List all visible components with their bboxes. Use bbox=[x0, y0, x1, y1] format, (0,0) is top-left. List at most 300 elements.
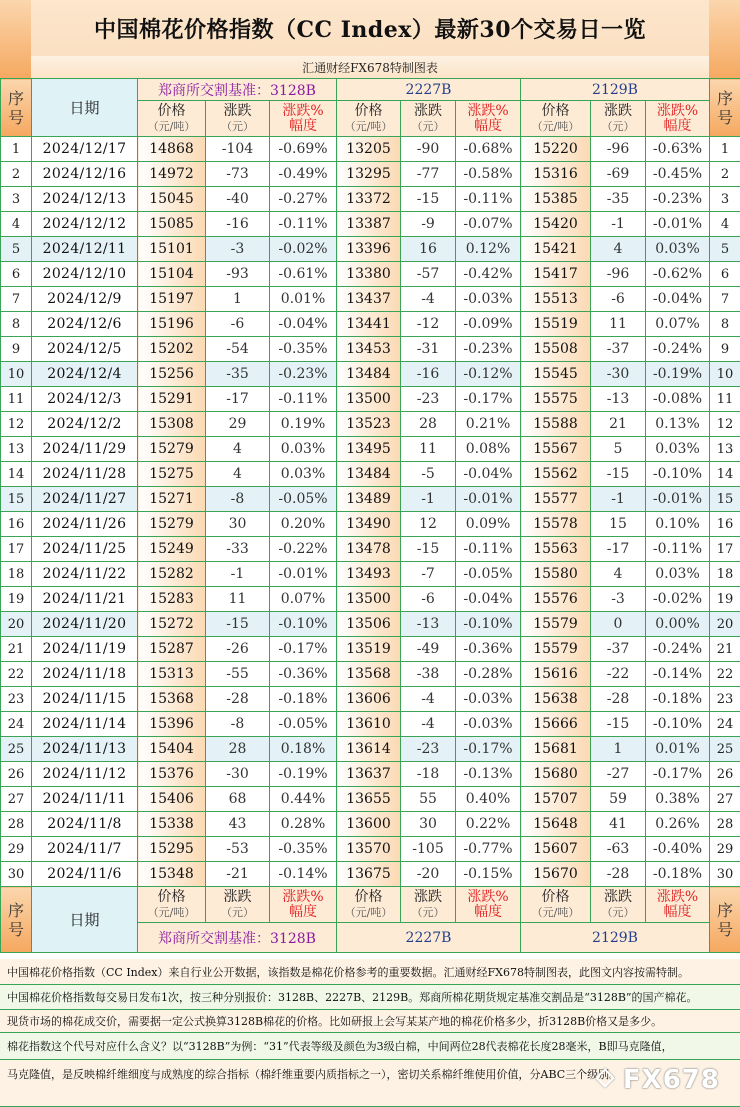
pct-3128b: -0.05% bbox=[270, 487, 337, 512]
pct-label: 涨跌% bbox=[282, 102, 324, 119]
pct-3128b: 0.01% bbox=[270, 287, 337, 312]
change-3128b: -54 bbox=[206, 337, 270, 362]
pct-3128b: -0.14% bbox=[270, 862, 337, 887]
price-3128b: 15249 bbox=[138, 537, 206, 562]
row-seq-right: 16 bbox=[710, 512, 740, 537]
price-2227b: 13387 bbox=[337, 212, 401, 237]
row-date: 2024/11/26 bbox=[32, 512, 138, 537]
change-3128b: 29 bbox=[206, 412, 270, 437]
price-3128b: 15291 bbox=[138, 387, 206, 412]
row-seq-right: 17 bbox=[710, 537, 740, 562]
change-2227b: -38 bbox=[401, 662, 456, 687]
change-2129b: 4 bbox=[591, 562, 646, 587]
row-date: 2024/12/6 bbox=[32, 312, 138, 337]
row-seq: 14 bbox=[1, 462, 32, 487]
right-corner-decoration bbox=[709, 0, 740, 80]
row-seq-right: 4 bbox=[710, 212, 740, 237]
pct-3128b: -0.10% bbox=[270, 612, 337, 637]
price-label: 价格 bbox=[541, 888, 570, 905]
change-2129b: 0 bbox=[591, 612, 646, 637]
price-2129b: 15638 bbox=[521, 687, 591, 712]
change-2129b: 41 bbox=[591, 812, 646, 837]
price-2129b: 15579 bbox=[521, 637, 591, 662]
change-2227b: 11 bbox=[401, 437, 456, 462]
row-seq-right: 19 bbox=[710, 587, 740, 612]
pct-2129b: 0.10% bbox=[646, 512, 710, 537]
pct-label-2: 幅度 bbox=[474, 903, 503, 920]
subtitle-band bbox=[31, 56, 709, 78]
group-header-3128b: 郑商所交割基准：3128B bbox=[138, 923, 337, 953]
pct-2129b: -0.24% bbox=[646, 337, 710, 362]
price-3128b: 14972 bbox=[138, 162, 206, 187]
title-band bbox=[31, 0, 709, 56]
price-2129b: 15680 bbox=[521, 762, 591, 787]
table-row bbox=[1, 187, 740, 212]
row-seq-right: 1 bbox=[710, 137, 740, 162]
price-2129b: 15666 bbox=[521, 712, 591, 737]
pct-2129b: 0.03% bbox=[646, 562, 710, 587]
price-2227b: 13372 bbox=[337, 187, 401, 212]
price-2129b: 15578 bbox=[521, 512, 591, 537]
pct-3128b: 0.03% bbox=[270, 437, 337, 462]
pct-3128b: 0.28% bbox=[270, 812, 337, 837]
pct-label-2: 幅度 bbox=[289, 903, 317, 920]
price-3128b: 15275 bbox=[138, 462, 206, 487]
pct-header bbox=[646, 887, 710, 923]
row-seq: 13 bbox=[1, 437, 32, 462]
change-2227b: -12 bbox=[401, 312, 456, 337]
pct-2129b: -0.11% bbox=[646, 537, 710, 562]
pct-2129b: 0.01% bbox=[646, 737, 710, 762]
price-3128b: 15295 bbox=[138, 837, 206, 862]
header-row bbox=[1, 79, 740, 101]
price-2227b: 13675 bbox=[337, 862, 401, 887]
price-2129b: 15545 bbox=[521, 362, 591, 387]
pct-3128b: -0.17% bbox=[270, 637, 337, 662]
pct-3128b: -0.11% bbox=[270, 212, 337, 237]
change-3128b: -8 bbox=[206, 487, 270, 512]
price-2129b: 15513 bbox=[521, 287, 591, 312]
row-seq: 6 bbox=[1, 262, 32, 287]
price-2227b: 13489 bbox=[337, 487, 401, 512]
price-2129b: 15648 bbox=[521, 812, 591, 837]
change-2227b: -90 bbox=[401, 137, 456, 162]
change-2227b: -5 bbox=[401, 462, 456, 487]
pct-2227b: -0.36% bbox=[456, 637, 521, 662]
price-unit: （元/吨） bbox=[531, 119, 580, 133]
pct-2227b: -0.17% bbox=[456, 737, 521, 762]
row-seq-right: 26 bbox=[710, 762, 740, 787]
row-date: 2024/11/14 bbox=[32, 712, 138, 737]
change-2227b: -23 bbox=[401, 737, 456, 762]
page-title: 中国棉花价格指数（CC Index）最新30个交易日一览 bbox=[93, 16, 647, 43]
pct-3128b: 0.20% bbox=[270, 512, 337, 537]
price-2227b: 13441 bbox=[337, 312, 401, 337]
price-2129b: 15519 bbox=[521, 312, 591, 337]
pct-2227b: 0.40% bbox=[456, 787, 521, 812]
table-row bbox=[1, 212, 740, 237]
pct-3128b: -0.23% bbox=[270, 362, 337, 387]
change-2129b: 5 bbox=[591, 437, 646, 462]
price-2227b: 13606 bbox=[337, 687, 401, 712]
row-seq: 20 bbox=[1, 612, 32, 637]
price-2129b: 15579 bbox=[521, 612, 591, 637]
price-3128b: 15368 bbox=[138, 687, 206, 712]
price-2227b: 13396 bbox=[337, 237, 401, 262]
price-2227b: 13205 bbox=[337, 137, 401, 162]
price-2129b: 15576 bbox=[521, 587, 591, 612]
row-date: 2024/12/11 bbox=[32, 237, 138, 262]
change-unit: （元） bbox=[221, 905, 254, 919]
row-seq-right: 22 bbox=[710, 662, 740, 687]
change-2129b: -3 bbox=[591, 587, 646, 612]
row-seq-right: 21 bbox=[710, 637, 740, 662]
row-seq: 21 bbox=[1, 637, 32, 662]
row-date: 2024/11/7 bbox=[32, 837, 138, 862]
price-3128b: 15045 bbox=[138, 187, 206, 212]
price-2227b: 13380 bbox=[337, 262, 401, 287]
pct-2129b: -0.19% bbox=[646, 362, 710, 387]
price-2227b: 13453 bbox=[337, 337, 401, 362]
pct-2227b: -0.12% bbox=[456, 362, 521, 387]
change-header bbox=[401, 101, 456, 137]
pct-2129b: 0.03% bbox=[646, 237, 710, 262]
table-row bbox=[1, 687, 740, 712]
footer-note: 中国棉花价格指数（CC Index）来自行业公开数据，该指数是棉花价格参考的重要数据。汇通财经FX678特制图表，此图文内容按需特制。 bbox=[0, 959, 740, 985]
table-row bbox=[1, 137, 740, 162]
price-2227b: 13500 bbox=[337, 387, 401, 412]
pct-3128b: -0.18% bbox=[270, 687, 337, 712]
pct-3128b: -0.36% bbox=[270, 662, 337, 687]
price-2227b: 13495 bbox=[337, 437, 401, 462]
change-2227b: -9 bbox=[401, 212, 456, 237]
pct-3128b: 0.44% bbox=[270, 787, 337, 812]
change-3128b: -6 bbox=[206, 312, 270, 337]
pct-2129b: -0.10% bbox=[646, 462, 710, 487]
price-3128b: 15348 bbox=[138, 862, 206, 887]
change-2129b: -30 bbox=[591, 362, 646, 387]
table-row bbox=[1, 312, 740, 337]
table-row bbox=[1, 162, 740, 187]
change-header bbox=[591, 887, 646, 923]
pct-2227b: -0.01% bbox=[456, 487, 521, 512]
change-3128b: -3 bbox=[206, 237, 270, 262]
row-date: 2024/11/25 bbox=[32, 537, 138, 562]
pct-2129b: -0.62% bbox=[646, 262, 710, 287]
price-3128b: 15287 bbox=[138, 637, 206, 662]
pct-3128b: -0.19% bbox=[270, 762, 337, 787]
pct-2129b: -0.24% bbox=[646, 637, 710, 662]
row-seq-right: 2 bbox=[710, 162, 740, 187]
row-seq: 30 bbox=[1, 862, 32, 887]
price-2227b: 13493 bbox=[337, 562, 401, 587]
change-label: 涨跌 bbox=[223, 888, 252, 905]
price-3128b: 15338 bbox=[138, 812, 206, 837]
price-header bbox=[138, 101, 206, 137]
change-label: 涨跌 bbox=[414, 888, 443, 905]
price-3128b: 15279 bbox=[138, 512, 206, 537]
change-3128b: -21 bbox=[206, 862, 270, 887]
pct-label-2: 幅度 bbox=[289, 117, 317, 134]
group-header-2129b: 2129B bbox=[521, 923, 710, 953]
price-label: 价格 bbox=[354, 888, 383, 905]
row-date: 2024/12/9 bbox=[32, 287, 138, 312]
change-header bbox=[206, 887, 270, 923]
row-seq: 7 bbox=[1, 287, 32, 312]
pct-3128b: -0.04% bbox=[270, 312, 337, 337]
row-date: 2024/12/16 bbox=[32, 162, 138, 187]
price-3128b: 15101 bbox=[138, 237, 206, 262]
seq-header: 序 号 bbox=[1, 887, 32, 953]
row-seq: 1 bbox=[1, 137, 32, 162]
change-3128b: 30 bbox=[206, 512, 270, 537]
row-seq-right: 29 bbox=[710, 837, 740, 862]
row-seq-right: 8 bbox=[710, 312, 740, 337]
footer-note: 现货市场的棉花成交价，需要据一定公式换算3128B棉花的价格。比如研报上会写某某产地的棉花价格多少，折3128B价格又是多少。 bbox=[0, 1010, 740, 1033]
change-2129b: -96 bbox=[591, 137, 646, 162]
price-3128b: 15279 bbox=[138, 437, 206, 462]
seq-header-right: 序 号 bbox=[710, 79, 740, 137]
pct-label: 涨跌% bbox=[656, 888, 699, 905]
date-header: 日期 bbox=[32, 887, 138, 953]
price-unit: （元/吨） bbox=[147, 905, 196, 919]
pct-3128b: 0.19% bbox=[270, 412, 337, 437]
pct-2227b: 0.21% bbox=[456, 412, 521, 437]
row-seq-right: 15 bbox=[710, 487, 740, 512]
change-2129b: -28 bbox=[591, 862, 646, 887]
row-seq-right: 6 bbox=[710, 262, 740, 287]
change-3128b: -17 bbox=[206, 387, 270, 412]
change-3128b: -53 bbox=[206, 837, 270, 862]
price-2227b: 13295 bbox=[337, 162, 401, 187]
change-3128b: -33 bbox=[206, 537, 270, 562]
row-date: 2024/11/15 bbox=[32, 687, 138, 712]
row-seq: 10 bbox=[1, 362, 32, 387]
pct-2129b: 0.03% bbox=[646, 437, 710, 462]
table-row bbox=[1, 837, 740, 862]
price-2129b: 15707 bbox=[521, 787, 591, 812]
price-2129b: 15220 bbox=[521, 137, 591, 162]
change-2129b: -22 bbox=[591, 662, 646, 687]
pct-3128b: -0.35% bbox=[270, 837, 337, 862]
price-3128b: 15271 bbox=[138, 487, 206, 512]
pct-label: 涨跌% bbox=[467, 102, 509, 119]
pct-label-2: 幅度 bbox=[663, 903, 692, 920]
row-date: 2024/11/21 bbox=[32, 587, 138, 612]
change-2129b: -1 bbox=[591, 212, 646, 237]
change-2129b: -17 bbox=[591, 537, 646, 562]
price-unit: （元/吨） bbox=[531, 905, 580, 919]
pct-2129b: 0.13% bbox=[646, 412, 710, 437]
table-row bbox=[1, 562, 740, 587]
change-label: 涨跌 bbox=[223, 102, 252, 119]
change-2129b: -27 bbox=[591, 762, 646, 787]
pct-2129b: -0.14% bbox=[646, 662, 710, 687]
table-row bbox=[1, 262, 740, 287]
change-3128b: -30 bbox=[206, 762, 270, 787]
footer-header-row bbox=[1, 887, 740, 923]
row-date: 2024/11/11 bbox=[32, 787, 138, 812]
pct-2129b: -0.01% bbox=[646, 487, 710, 512]
pct-2129b: -0.63% bbox=[646, 137, 710, 162]
price-2129b: 15508 bbox=[521, 337, 591, 362]
change-2129b: -69 bbox=[591, 162, 646, 187]
change-2227b: 55 bbox=[401, 787, 456, 812]
price-2129b: 15420 bbox=[521, 212, 591, 237]
table-row bbox=[1, 812, 740, 837]
pct-2129b: -0.18% bbox=[646, 862, 710, 887]
change-2227b: -4 bbox=[401, 287, 456, 312]
price-2227b: 13610 bbox=[337, 712, 401, 737]
seq-header: 序 号 bbox=[1, 79, 32, 137]
pct-header bbox=[646, 101, 710, 137]
price-2129b: 15616 bbox=[521, 662, 591, 687]
change-2129b: -13 bbox=[591, 387, 646, 412]
row-seq-right: 24 bbox=[710, 712, 740, 737]
pct-2129b: 0.38% bbox=[646, 787, 710, 812]
change-3128b: -28 bbox=[206, 687, 270, 712]
pct-2129b: -0.40% bbox=[646, 837, 710, 862]
price-2129b: 15562 bbox=[521, 462, 591, 487]
row-seq: 26 bbox=[1, 762, 32, 787]
price-2227b: 13655 bbox=[337, 787, 401, 812]
price-2129b: 15588 bbox=[521, 412, 591, 437]
price-2227b: 13437 bbox=[337, 287, 401, 312]
table-row bbox=[1, 862, 740, 887]
change-3128b: 1 bbox=[206, 287, 270, 312]
change-3128b: -8 bbox=[206, 712, 270, 737]
pct-3128b: -0.35% bbox=[270, 337, 337, 362]
pct-2129b: -0.17% bbox=[646, 762, 710, 787]
row-date: 2024/12/4 bbox=[32, 362, 138, 387]
price-label: 价格 bbox=[157, 888, 186, 905]
pct-2227b: -0.68% bbox=[456, 137, 521, 162]
change-3128b: 28 bbox=[206, 737, 270, 762]
row-date: 2024/11/8 bbox=[32, 812, 138, 837]
row-seq: 9 bbox=[1, 337, 32, 362]
change-2227b: 30 bbox=[401, 812, 456, 837]
change-2129b: -63 bbox=[591, 837, 646, 862]
row-date: 2024/11/18 bbox=[32, 662, 138, 687]
row-seq: 3 bbox=[1, 187, 32, 212]
pct-3128b: 0.03% bbox=[270, 462, 337, 487]
pct-2227b: 0.22% bbox=[456, 812, 521, 837]
row-date: 2024/12/2 bbox=[32, 412, 138, 437]
table-row bbox=[1, 712, 740, 737]
pct-2227b: -0.11% bbox=[456, 187, 521, 212]
group-header-2227b: 2227B bbox=[337, 79, 521, 101]
row-seq: 29 bbox=[1, 837, 32, 862]
pct-3128b: -0.27% bbox=[270, 187, 337, 212]
row-seq: 17 bbox=[1, 537, 32, 562]
change-2227b: -4 bbox=[401, 712, 456, 737]
change-2227b: -23 bbox=[401, 387, 456, 412]
pct-header bbox=[270, 101, 337, 137]
row-date: 2024/11/28 bbox=[32, 462, 138, 487]
row-seq-right: 27 bbox=[710, 787, 740, 812]
price-3128b: 15256 bbox=[138, 362, 206, 387]
pct-label-2: 幅度 bbox=[474, 117, 503, 134]
change-2129b: -37 bbox=[591, 637, 646, 662]
pct-3128b: -0.49% bbox=[270, 162, 337, 187]
pct-3128b: -0.22% bbox=[270, 537, 337, 562]
row-seq-right: 18 bbox=[710, 562, 740, 587]
row-date: 2024/11/20 bbox=[32, 612, 138, 637]
fx678-watermark: FX678 bbox=[622, 1065, 720, 1095]
change-2227b: 28 bbox=[401, 412, 456, 437]
change-2227b: -18 bbox=[401, 762, 456, 787]
pct-2227b: 0.09% bbox=[456, 512, 521, 537]
table-row bbox=[1, 787, 740, 812]
row-date: 2024/11/6 bbox=[32, 862, 138, 887]
change-2129b: 59 bbox=[591, 787, 646, 812]
row-seq-right: 7 bbox=[710, 287, 740, 312]
table-row bbox=[1, 637, 740, 662]
row-seq: 28 bbox=[1, 812, 32, 837]
change-unit: （元） bbox=[411, 119, 445, 133]
pct-2129b: -0.18% bbox=[646, 687, 710, 712]
pct-header bbox=[456, 101, 521, 137]
price-2227b: 13506 bbox=[337, 612, 401, 637]
row-date: 2024/11/13 bbox=[32, 737, 138, 762]
table-row bbox=[1, 462, 740, 487]
group-header-3128b: 郑商所交割基准：3128B bbox=[138, 79, 337, 101]
price-3128b: 15196 bbox=[138, 312, 206, 337]
pct-2227b: -0.03% bbox=[456, 712, 521, 737]
pct-2227b: -0.17% bbox=[456, 387, 521, 412]
change-label: 涨跌 bbox=[604, 888, 633, 905]
table-row bbox=[1, 587, 740, 612]
row-seq: 23 bbox=[1, 687, 32, 712]
pct-2227b: -0.28% bbox=[456, 662, 521, 687]
change-label: 涨跌 bbox=[414, 102, 443, 119]
price-3128b: 15406 bbox=[138, 787, 206, 812]
price-3128b: 15272 bbox=[138, 612, 206, 637]
price-header bbox=[521, 887, 591, 923]
price-2227b: 13519 bbox=[337, 637, 401, 662]
footer-note: 中国棉花价格指数每交易日发布1次，按三种分别报价：3128B、2227B、2129B。郑商所棉花期货规定基准交割品是“3128B”的国产棉花。 bbox=[0, 985, 740, 1010]
price-3128b: 15313 bbox=[138, 662, 206, 687]
pct-2227b: 0.12% bbox=[456, 237, 521, 262]
change-3128b: 4 bbox=[206, 437, 270, 462]
pct-header bbox=[456, 887, 521, 923]
price-label: 价格 bbox=[541, 102, 570, 119]
pct-3128b: -0.01% bbox=[270, 562, 337, 587]
table-row bbox=[1, 387, 740, 412]
row-seq-right: 28 bbox=[710, 812, 740, 837]
table-row bbox=[1, 437, 740, 462]
change-2227b: -77 bbox=[401, 162, 456, 187]
change-3128b: -93 bbox=[206, 262, 270, 287]
pct-2227b: -0.07% bbox=[456, 212, 521, 237]
row-date: 2024/11/27 bbox=[32, 487, 138, 512]
price-3128b: 15396 bbox=[138, 712, 206, 737]
price-2129b: 15385 bbox=[521, 187, 591, 212]
price-3128b: 15404 bbox=[138, 737, 206, 762]
table-row bbox=[1, 412, 740, 437]
price-2129b: 15575 bbox=[521, 387, 591, 412]
row-seq: 16 bbox=[1, 512, 32, 537]
row-seq-right: 9 bbox=[710, 337, 740, 362]
cotton-price-table bbox=[0, 78, 740, 953]
row-seq-right: 5 bbox=[710, 237, 740, 262]
price-2129b: 15563 bbox=[521, 537, 591, 562]
row-seq-right: 13 bbox=[710, 437, 740, 462]
price-unit: （元/吨） bbox=[147, 119, 196, 133]
pct-2129b: -0.04% bbox=[646, 287, 710, 312]
row-seq: 8 bbox=[1, 312, 32, 337]
row-seq-right: 23 bbox=[710, 687, 740, 712]
